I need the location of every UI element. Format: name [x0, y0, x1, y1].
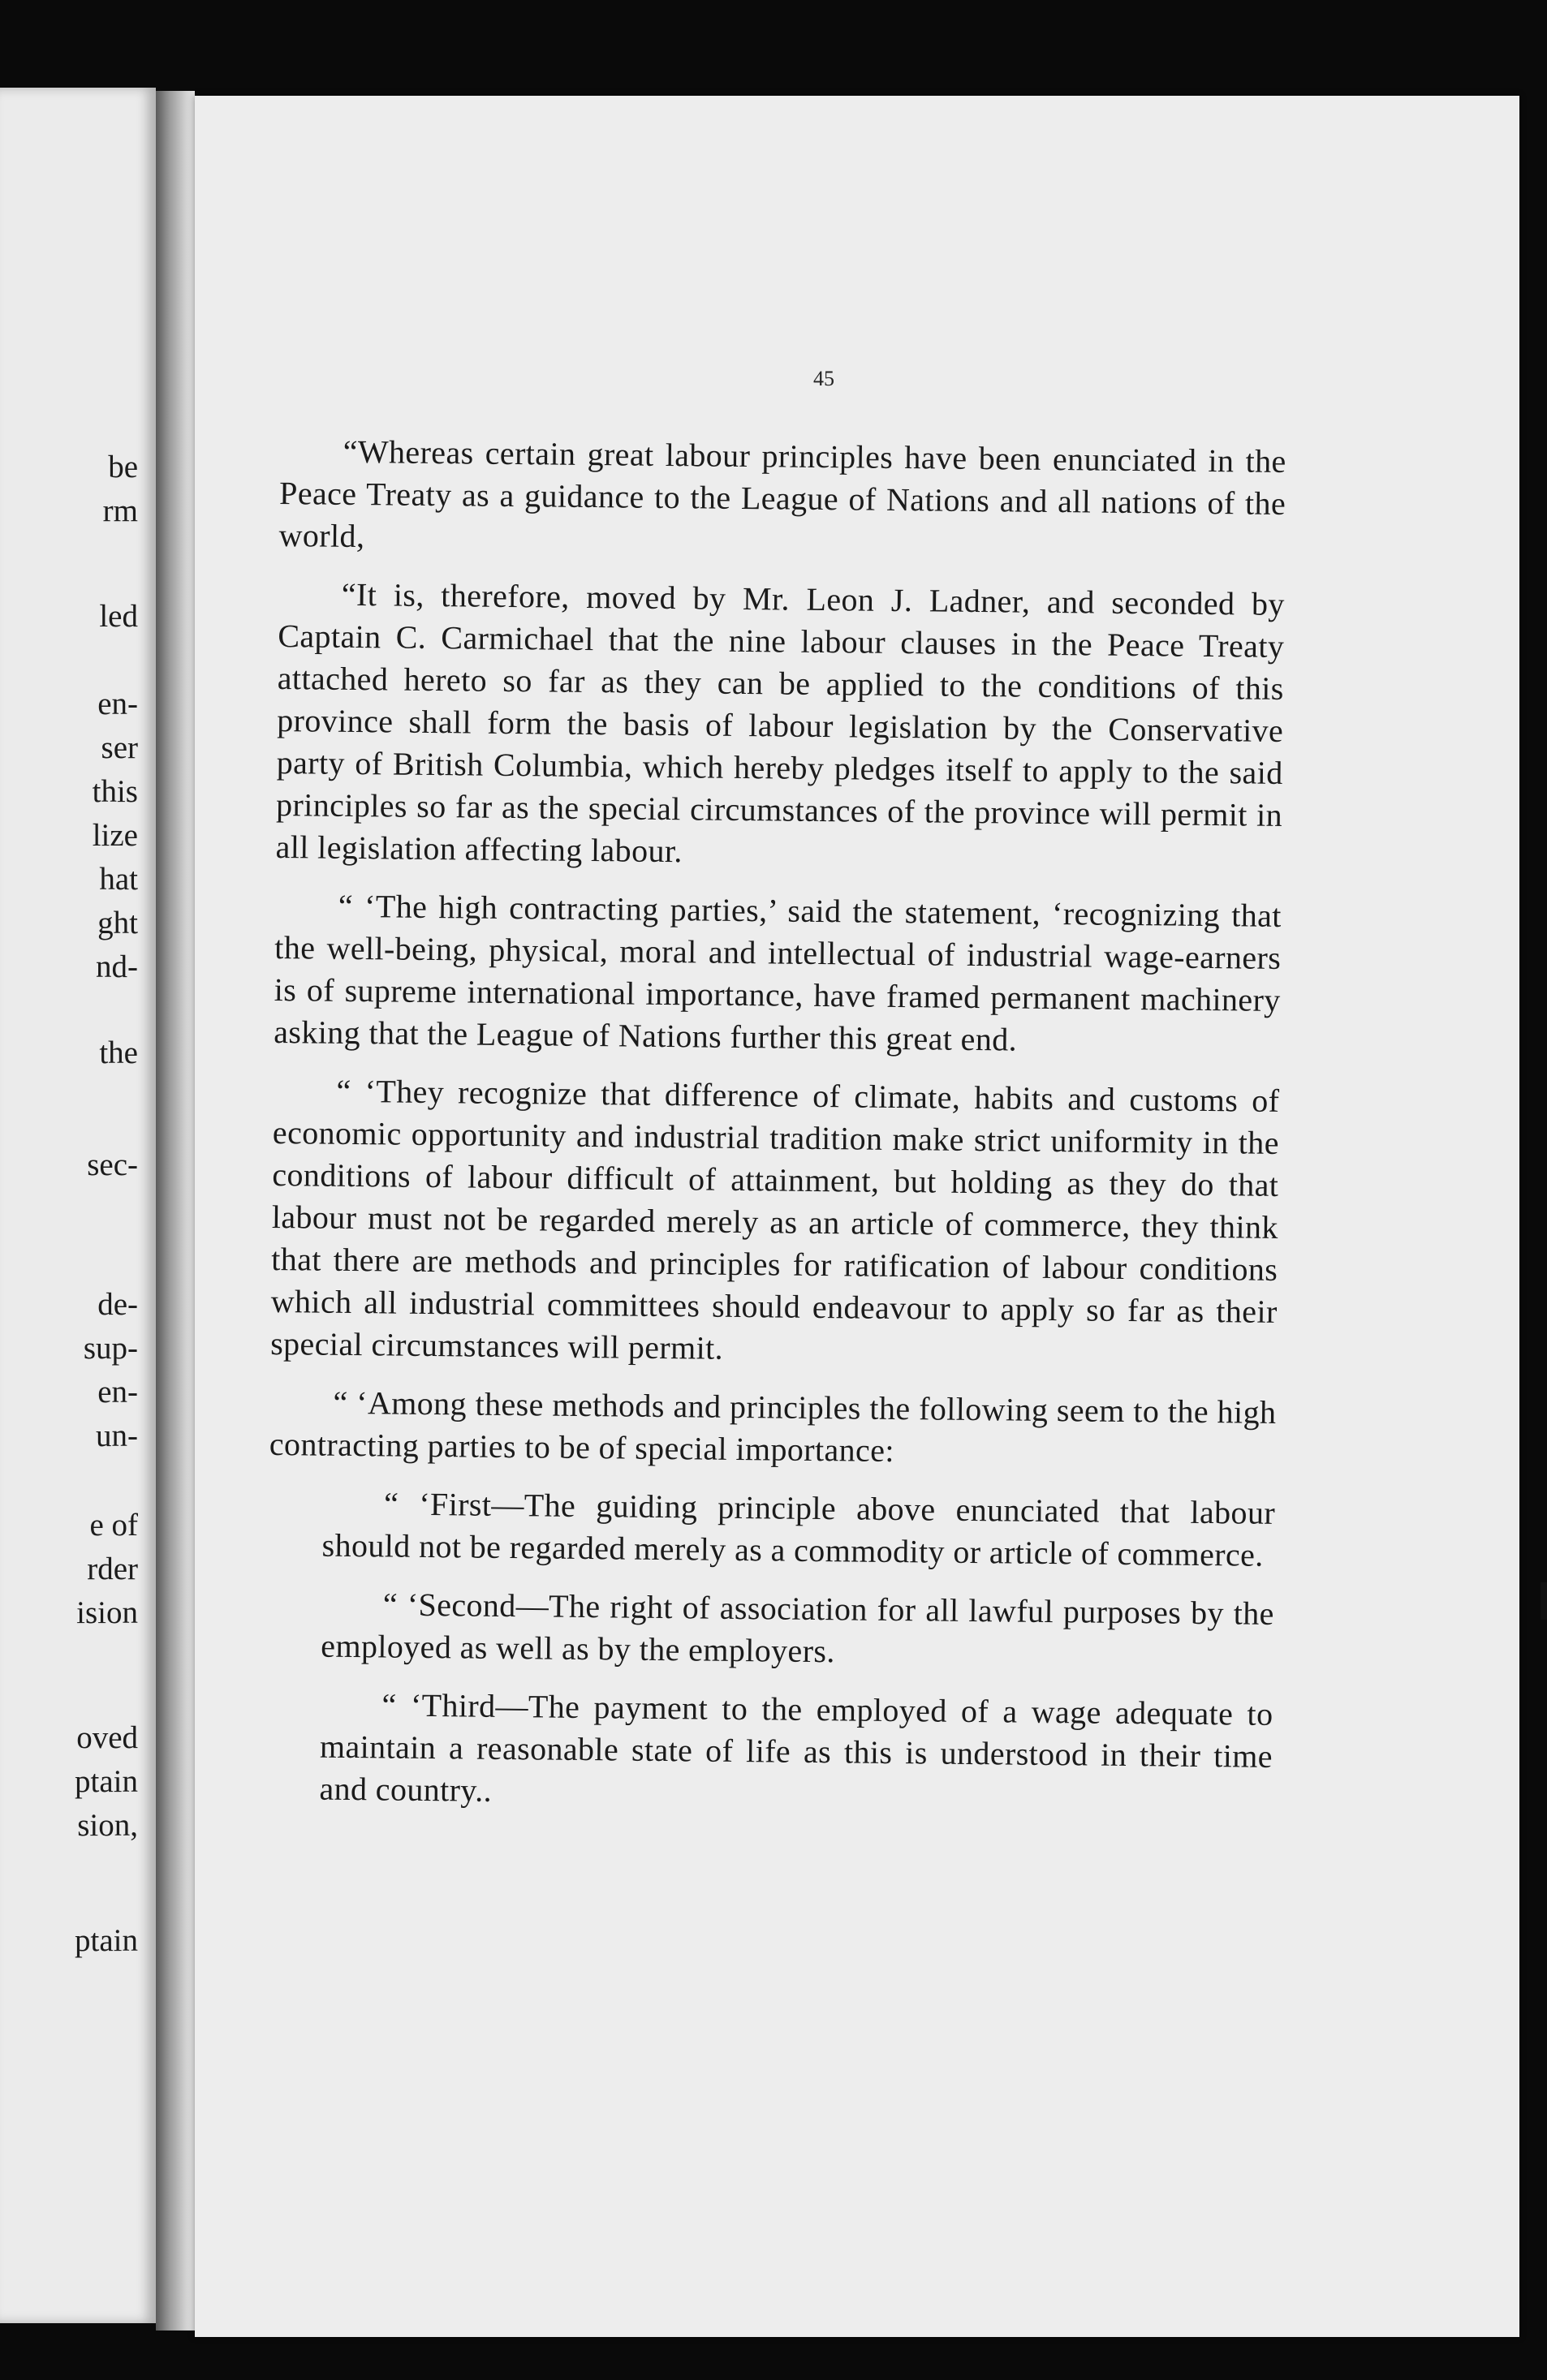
scan-edge-mark [1541, 1582, 1547, 1620]
left-page-fragment: oved [76, 1720, 138, 1755]
book-gutter [156, 91, 195, 2331]
left-page-fragment: led [99, 599, 138, 634]
left-page-fragment: hat [99, 862, 138, 897]
left-page-fragment: be [108, 450, 138, 484]
left-page-fragment: this [92, 774, 138, 809]
page-body [265, 430, 1286, 1836]
paragraph-motion: “It is, therefore, moved by Mr. Leon J. Ladner, and seconded by Captain C. Carmichael that the nine labour clauses in the Peace Treaty attached hereto so far as they can be applied to the conditions of this province shall form the basis of labour legislation by the Conservative party of British Columbia, which hereby pledges itself to apply to the said principles so far as the special circumstances of the province will permit in all legislation affecting labour. [275, 575, 1286, 870]
paragraph-they-recognize: “ ‘They recognize that difference of climate, habits and customs of economic opportunity and industrial tradition make strict uniformity in the conditions of labour difficult of attainment, but holding as they do that labour must not be regarded merely as an article of commerce, they think that there are methods and principles for ratification of labour conditions which all industrial committees should endeavour to apply so far as their special circumstances will permit. [269, 1072, 1280, 1366]
left-page-fragment: en- [97, 1375, 138, 1409]
left-page-fragment: lize [92, 818, 138, 853]
left-page-fragment: e of [89, 1508, 138, 1543]
paragraph-whereas: “Whereas certain great labour principles have been enunciated in the Peace Treaty as a guidance to the League of Nations and all nations of the world, [278, 433, 1286, 555]
left-page-fragment: un- [96, 1418, 138, 1453]
left-page-fragment: en- [97, 686, 138, 721]
paragraph-high-contracting-parties: “ ‘The high contracting parties,’ said the statement, ‘recognizing that the well-being, physical, moral and intellectual of industrial wage-earners is of supreme international importance, have framed permanent machinery asking that the League of Nations further this great end. [273, 887, 1282, 1058]
page-number: 45 [813, 367, 834, 390]
left-page-fragment: sec- [87, 1147, 138, 1182]
left-page-fragment: sion, [77, 1808, 138, 1843]
left-page-fragment: the [99, 1035, 138, 1070]
left-page-fragment: ptain [75, 1764, 138, 1799]
left-page-fragment: ser [101, 730, 138, 765]
clause-third: “ ‘Third—The payment to the employed of a wage adequate to maintain a reasonable state of life as this is understood in their time and country.. [319, 1686, 1273, 1809]
clause-first: “ ‘First—The guiding principle above enunciated that labour should not be regarded merely as a commodity or article of commerce. [321, 1485, 1276, 1573]
left-page-fragment: nd- [96, 949, 138, 984]
clause-second: “ ‘Second—The right of association for all lawful purposes by the employed as well as by the employers. [321, 1586, 1275, 1670]
left-page-fragment: de- [97, 1287, 138, 1322]
left-page-fragment: rder [87, 1552, 138, 1586]
left-page-edge [0, 88, 156, 2323]
paragraph-among-these-methods: “ ‘Among these methods and principles the following seem to the high contracting parties to be of special importance: [269, 1384, 1277, 1469]
left-page-fragment: rm [102, 493, 138, 528]
left-page-fragment: ght [97, 906, 138, 940]
left-page-fragment: ptain [75, 1923, 138, 1958]
left-page-fragment: ision [76, 1595, 138, 1630]
left-page-fragment: sup- [83, 1331, 138, 1366]
